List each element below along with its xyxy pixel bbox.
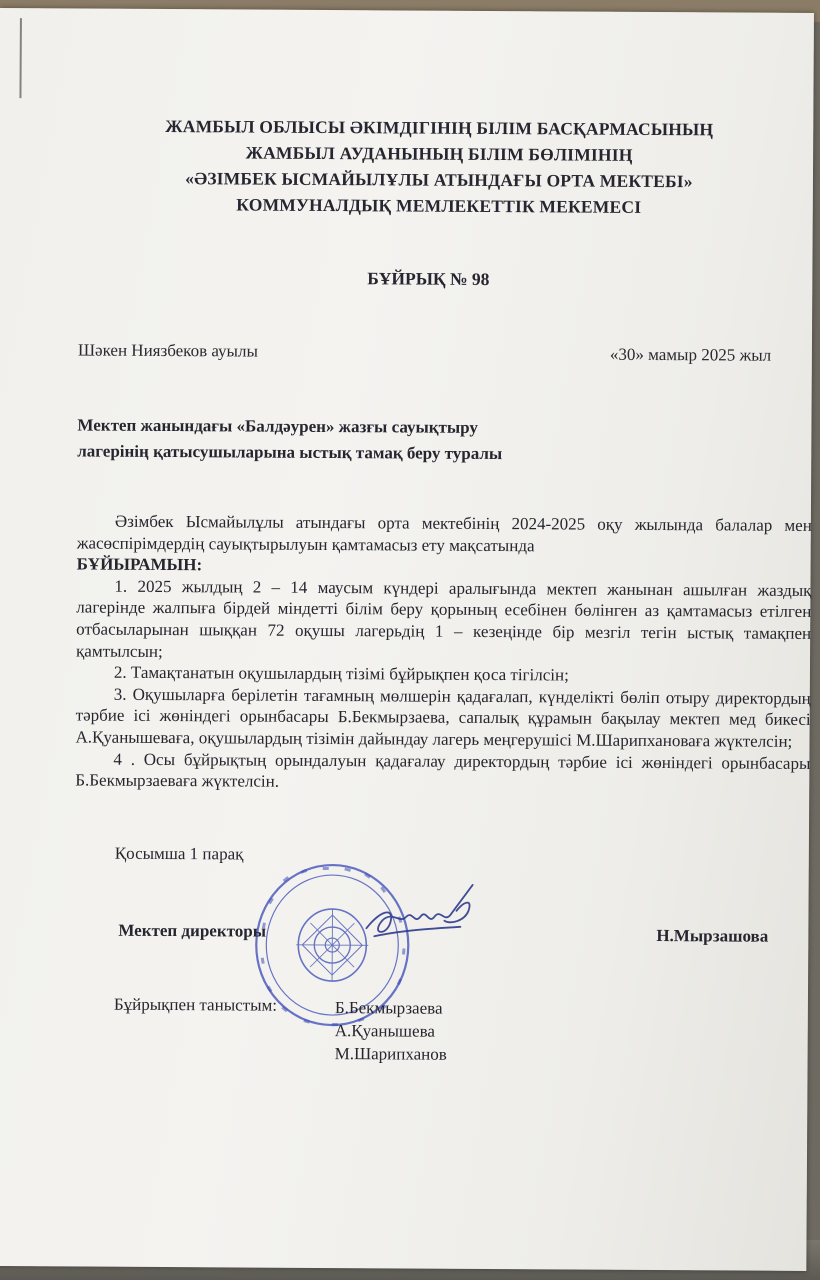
organization-header: [59, 112, 820, 221]
director-title: Мектеп директоры: [118, 920, 267, 941]
order-item: 4 . Осы бұйрықтың орындалуын қадағалау директордың тәрбие ісі жөніндегі орынбасары Б.Бекмырзаеваға жүктелсін.: [75, 749, 811, 791]
order-subject: [77, 412, 637, 467]
director-name: Н.Мырзашова: [656, 926, 769, 946]
preamble: Әзімбек Ысмайылұлы атындағы орта мектебінің 2024-2025 оқу жылында балалар мен жасөспірімдердің сауықтырылуын қамтамасыз ету мақсатында: [76, 511, 812, 555]
subject-line: Мектеп жанындағы «Балдәурен» жазғы сауықтыру: [77, 415, 478, 437]
familiarized-label: Бұйрықпен таныстым:: [113, 994, 278, 1015]
order-item: 2. Тамақтанатын оқушылардың тізімі бұйрықпен қоса тігілсін;: [113, 662, 569, 685]
familiarized-name: М.Шарипханов: [334, 1044, 447, 1064]
order-word: БҰЙЫРАМЫН:: [76, 554, 203, 575]
header-line: «ӘЗІМБЕК ЫСМАЙЫЛҰЛЫ АТЫНДАҒЫ ОРТА МЕКТЕБІ»: [185, 168, 693, 192]
place-name: Шәкен Ниязбеков ауылы: [77, 340, 258, 361]
familiarized-name: А.Қуанышева: [334, 1021, 436, 1041]
order-body: [75, 510, 812, 795]
document-page: [0, 8, 814, 1271]
paper-edge-mark: [19, 18, 21, 98]
header-line: ЖАМБЫЛ ОБЛЫСЫ ӘКІМДІГІНІҢ БІЛІМ БАСҚАРМАСЫНЫҢ: [165, 116, 714, 140]
subject-line: лагерінің қатысушыларына ыстық тамақ беру туралы: [77, 441, 503, 464]
annex-note: Қосымша 1 парақ: [114, 843, 244, 864]
order-title: БҰЙРЫҚ № 98: [367, 268, 490, 289]
header-line: КОММУНАЛДЫҚ МЕМЛЕКЕТТІК МЕКЕМЕСІ: [236, 194, 642, 217]
familiarized-name: Б.Бекмырзаева: [334, 998, 443, 1018]
order-item: 1. 2025 жылдың 2 – 14 маусым күндері аралығында мектеп жанынан ашылған жаздық лагерінде жалпыға бірдей міндетті білім беру қорының есебінен бөлінген аз қамтамасыз етілген отбасыларынан шыққан 72 оқушы лагерьдің 1 – кезеңінде бір мезгіл тегін ыстық тамақпен қамтылсын;: [76, 576, 812, 661]
order-item: 3. Оқушыларға берілетін тағамның мөлшерін қадағалап, күнделікті бөліп отыру директордың тәрбие ісі жөніндегі орынбасары Б.Бекмырзаева, сапалық құрамын бақылау мектеп мед бикесі А.Қуанышеваға, оқушылардың тізімін дайындау лагерь меңгерушісі М.Шарипхановаға жүктелсін;: [75, 684, 811, 751]
director-signature: [360, 880, 480, 951]
order-date: «30» мамыр 2025 жыл: [609, 344, 772, 365]
header-line: ЖАМБЫЛ АУДАНЫНЫҢ БІЛІМ БӨЛІМІНІҢ: [245, 142, 633, 165]
familiarized-names: [335, 996, 448, 1066]
